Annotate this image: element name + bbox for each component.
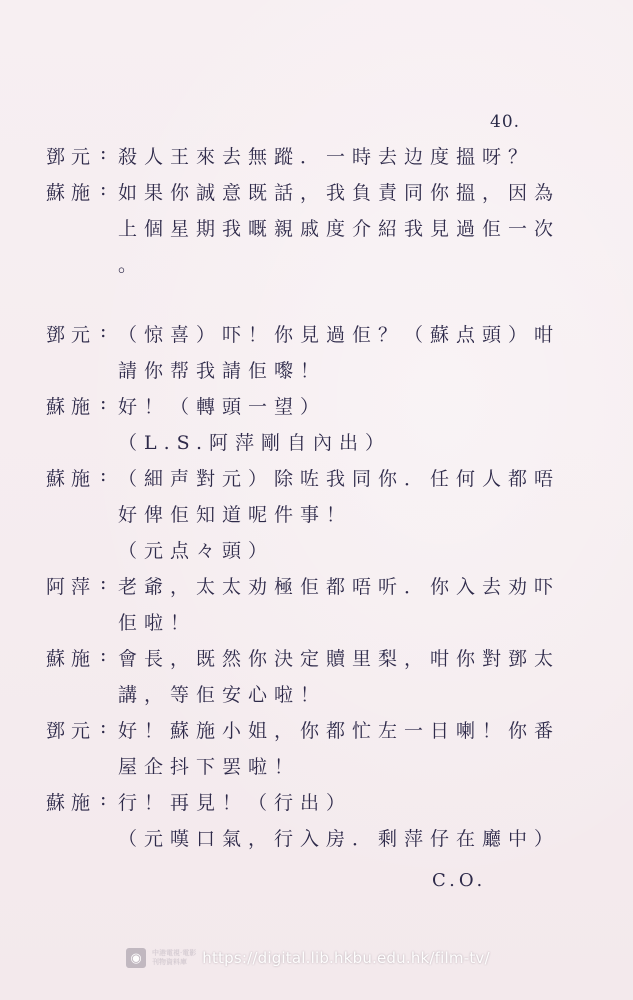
dialogue-line bbox=[0, 716, 633, 752]
watermark-url: https://digital.lib.hkbu.edu.hk/film-tv/ bbox=[202, 949, 490, 967]
dialogue-text: 好！蘇施小姐，你都忙左一日喇！你番 bbox=[118, 720, 561, 742]
dialogue-line bbox=[0, 320, 633, 356]
cut-out-marker: C.O. bbox=[432, 870, 487, 891]
dialogue-line bbox=[0, 572, 633, 608]
dialogue-line bbox=[0, 500, 633, 536]
dialogue-line bbox=[0, 250, 633, 286]
dialogue-text: （元点々頭） bbox=[118, 540, 275, 562]
dialogue-text: （元嘆口氣，行入房．剩萍仔在廳中） bbox=[118, 828, 561, 850]
speaker-colon: : bbox=[100, 320, 107, 342]
speaker-name: 蘇施 bbox=[46, 648, 97, 670]
speaker-name: 蘇施 bbox=[46, 396, 97, 418]
dialogue-text: （L.S.阿萍剛自內出） bbox=[118, 432, 392, 454]
dialogue-line bbox=[0, 214, 633, 250]
speaker-colon: : bbox=[100, 178, 107, 200]
dialogue-text: （惊喜）吓！你見過佢？（蘇点頭）咁 bbox=[118, 324, 561, 346]
speaker-colon: : bbox=[100, 572, 107, 594]
dialogue-line bbox=[0, 644, 633, 680]
dialogue-text: 老爺，太太劝極佢都唔听．你入去劝吓 bbox=[118, 576, 561, 598]
dialogue-text: 上個星期我嘅親戚度介紹我見過佢一次 bbox=[118, 218, 561, 240]
dialogue-text: 請你帮我請佢嚟！ bbox=[118, 360, 327, 382]
dialogue-text: 會長，既然你決定贖里梨，咁你對鄧太 bbox=[118, 648, 561, 670]
dialogue-text: 好！（轉頭一望） bbox=[118, 396, 327, 418]
watermark-org-line2: 刊物資料庫 bbox=[152, 958, 187, 966]
line-gap bbox=[0, 286, 633, 320]
dialogue-text: 講，等佢安心啦！ bbox=[118, 684, 327, 706]
speaker-colon: : bbox=[100, 392, 107, 414]
speaker-name: 鄧元 bbox=[46, 720, 97, 742]
library-watermark bbox=[126, 948, 490, 968]
speaker-colon: : bbox=[100, 644, 107, 666]
dialogue-text: 屋企抖下罢啦！ bbox=[118, 756, 301, 778]
dialogue-text: 。 bbox=[118, 254, 145, 276]
dialogue-line bbox=[0, 752, 633, 788]
dialogue-line bbox=[0, 392, 633, 428]
speaker-name: 鄧元 bbox=[46, 146, 97, 168]
dialogue-text: 殺人王來去無蹤．一時去边度搵呀？ bbox=[118, 146, 535, 168]
dialogue-text: 好俾佢知道呢件事！ bbox=[118, 504, 353, 526]
speaker-name: 蘇施 bbox=[46, 468, 97, 490]
script-body bbox=[0, 142, 633, 860]
film-reel-icon: ◉ bbox=[126, 948, 146, 968]
page-number: 40. bbox=[490, 112, 521, 132]
dialogue-line bbox=[0, 142, 633, 178]
dialogue-line bbox=[0, 680, 633, 716]
speaker-name: 鄧元 bbox=[46, 324, 97, 346]
dialogue-line bbox=[0, 536, 633, 572]
dialogue-line bbox=[0, 178, 633, 214]
dialogue-line bbox=[0, 824, 633, 860]
dialogue-line bbox=[0, 464, 633, 500]
dialogue-line bbox=[0, 428, 633, 464]
dialogue-text: （細声對元）除咗我同你．任何人都唔 bbox=[118, 468, 561, 490]
speaker-colon: : bbox=[100, 464, 107, 486]
speaker-name: 蘇施 bbox=[46, 182, 97, 204]
watermark-org bbox=[152, 949, 196, 967]
speaker-colon: : bbox=[100, 788, 107, 810]
dialogue-text: 行！再見！（行出） bbox=[118, 792, 353, 814]
dialogue-text: 如果你誠意既話，我負責同你搵，因為 bbox=[118, 182, 561, 204]
dialogue-line bbox=[0, 788, 633, 824]
speaker-colon: : bbox=[100, 142, 107, 164]
speaker-name: 阿萍 bbox=[46, 576, 97, 598]
watermark-org-line1: 中港電視·電影 bbox=[152, 949, 197, 957]
dialogue-line bbox=[0, 356, 633, 392]
dialogue-line bbox=[0, 608, 633, 644]
speaker-colon: : bbox=[100, 716, 107, 738]
speaker-name: 蘇施 bbox=[46, 792, 97, 814]
dialogue-text: 佢啦！ bbox=[118, 612, 197, 634]
